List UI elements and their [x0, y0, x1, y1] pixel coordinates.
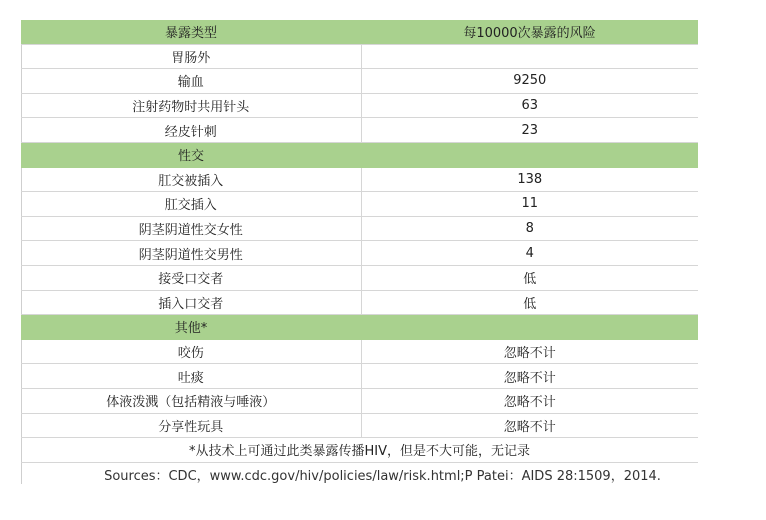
risk-value: 9250: [361, 69, 698, 94]
exposure-label: 经皮针刺: [21, 118, 361, 143]
exposure-label: 阴茎阴道性交男性: [21, 241, 361, 266]
table-row: [21, 167, 698, 192]
section-row-parenteral: [21, 44, 698, 69]
exposure-label: 输血: [21, 69, 361, 94]
footnote: *从技术上可通过此类暴露传播HIV，但是不大可能，无记录: [21, 438, 698, 463]
risk-value: 忽略不计: [361, 364, 698, 389]
exposure-label: 肛交被插入: [21, 167, 361, 192]
risk-value: 忽略不计: [361, 413, 698, 438]
exposure-label: 接受口交者: [21, 265, 361, 290]
risk-value: 23: [361, 118, 698, 143]
table-row: [21, 265, 698, 290]
risk-value: 11: [361, 192, 698, 217]
table-row: [21, 413, 698, 438]
table-header-row: [21, 20, 698, 44]
hiv-risk-table: [21, 20, 698, 463]
risk-value: 138: [361, 167, 698, 192]
risk-value: 忽略不计: [361, 388, 698, 413]
sources-citation: Sources：CDC，www.cdc.gov/hiv/policies/law/risk.html;P Patei：AIDS 28:1509，2014.: [104, 469, 661, 484]
risk-value: 低: [361, 290, 698, 315]
exposure-label: 肛交插入: [21, 192, 361, 217]
section-title-parenteral: 胃肠外: [21, 44, 361, 69]
exposure-label: 体液泼溅（包括精液与唾液）: [21, 388, 361, 413]
header-exposure-type: 暴露类型: [21, 20, 361, 44]
table-row: [21, 93, 698, 118]
risk-value: 低: [361, 265, 698, 290]
table-row: [21, 339, 698, 364]
table-row: [21, 216, 698, 241]
risk-value: 63: [361, 93, 698, 118]
table-row: [21, 192, 698, 217]
section-empty-cell: [361, 44, 698, 69]
table-row: [21, 290, 698, 315]
exposure-label: 注射药物时共用针头: [21, 93, 361, 118]
section-empty-cell: [361, 142, 698, 167]
risk-value: 4: [361, 241, 698, 266]
exposure-label: 分享性玩具: [21, 413, 361, 438]
exposure-label: 咬伤: [21, 339, 361, 364]
section-title-other: 其他*: [21, 315, 361, 340]
exposure-label: 阴茎阴道性交女性: [21, 216, 361, 241]
section-row-sexual: [21, 142, 698, 167]
footnote-row: [21, 438, 698, 463]
header-risk-per-10000: 每10000次暴露的风险: [361, 20, 698, 44]
exposure-label: 插入口交者: [21, 290, 361, 315]
table-row: [21, 364, 698, 389]
risk-value: 忽略不计: [361, 339, 698, 364]
table-row: [21, 118, 698, 143]
risk-value: 8: [361, 216, 698, 241]
table-row: [21, 69, 698, 94]
exposure-label: 吐痰: [21, 364, 361, 389]
section-row-other: [21, 315, 698, 340]
section-empty-cell: [361, 315, 698, 340]
section-title-sexual: 性交: [21, 142, 361, 167]
table-row: [21, 388, 698, 413]
table-row: [21, 241, 698, 266]
